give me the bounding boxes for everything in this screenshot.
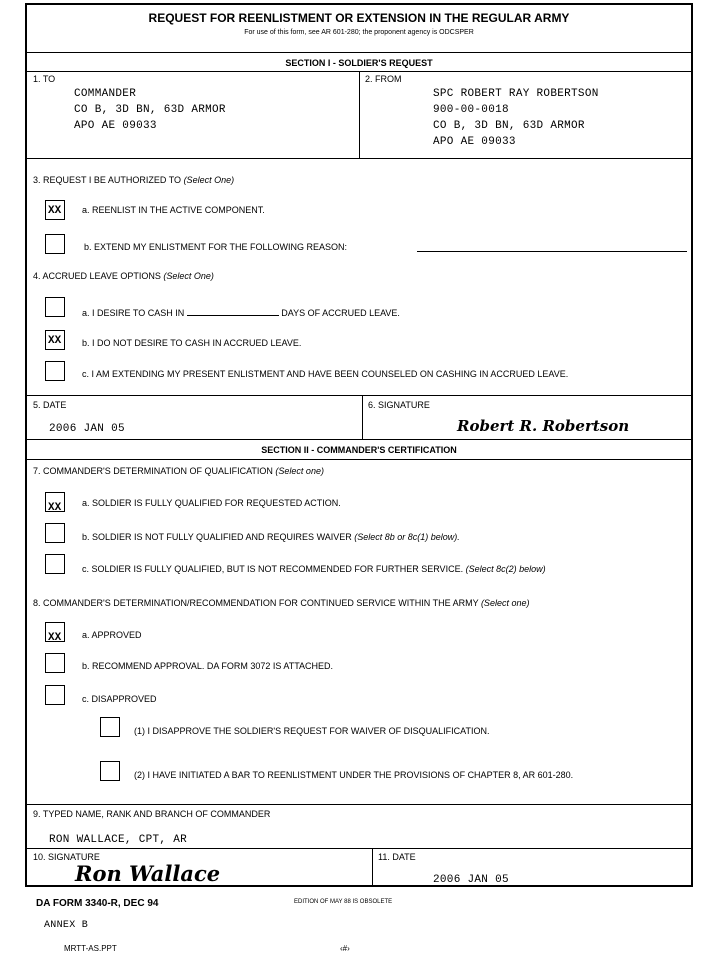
- checkbox-mark: XX: [48, 335, 62, 347]
- recommendation-option-c: c. DISAPPROVED: [82, 694, 157, 704]
- leave-label: [33, 271, 214, 281]
- approved-checkbox[interactable]: [45, 622, 65, 642]
- qualification-option-b-hint: (Select 8b or 8c(1) below).: [354, 532, 460, 542]
- leave-option-a: [82, 306, 400, 318]
- request-option-b: b. EXTEND MY ENLISTMENT FOR THE FOLLOWING REASON:: [84, 242, 348, 252]
- leave-no-cash-checkbox[interactable]: [45, 330, 65, 350]
- form-id: DA FORM 3340-R, DEC 94: [36, 898, 159, 909]
- divider: [27, 158, 691, 159]
- soldier-signature[interactable]: Robert R. Robertson: [457, 417, 630, 435]
- request-option-a: a. REENLIST IN THE ACTIVE COMPONENT.: [82, 205, 265, 215]
- recommendation-option-c1: (1) I DISAPPROVE THE SOLDIER'S REQUEST FOR WAIVER OF DISQUALIFICATION.: [134, 726, 490, 736]
- file-name: MRTT-AS.PPT: [64, 944, 117, 953]
- form-title: REQUEST FOR REENLISTMENT OR EXTENSION IN THE REGULAR ARMY: [148, 11, 570, 25]
- signature-label: 6. SIGNATURE: [368, 400, 430, 410]
- divider: [27, 804, 691, 805]
- leave-option-a-post: DAYS OF ACCRUED LEAVE.: [281, 308, 400, 318]
- qualification-label-hint: (Select one): [275, 466, 324, 476]
- recommendation-label: [33, 598, 529, 608]
- divider: [362, 395, 363, 439]
- from-line: APO AE 09033: [433, 136, 516, 148]
- commander-name-label: 9. TYPED NAME, RANK AND BRANCH OF COMMANDER: [33, 809, 271, 819]
- disapprove-waiver-checkbox[interactable]: [100, 717, 120, 737]
- recommendation-option-a: a. APPROVED: [82, 630, 142, 640]
- page-number: ‹#›: [340, 944, 350, 953]
- leave-label-hint: (Select One): [163, 271, 214, 281]
- recommendation-label-hint: (Select one): [480, 598, 530, 608]
- commander-name-value[interactable]: RON WALLACE, CPT, AR: [49, 834, 188, 846]
- extend-reason-field[interactable]: [417, 251, 687, 252]
- leave-option-b: b. I DO NOT DESIRE TO CASH IN ACCRUED LEAVE.: [82, 338, 302, 348]
- checkbox-mark: XX: [48, 502, 62, 514]
- qualification-option-c: [82, 564, 546, 574]
- disapproved-checkbox[interactable]: [45, 685, 65, 705]
- qualified-checkbox[interactable]: [45, 492, 65, 512]
- request-extend-checkbox[interactable]: [45, 234, 65, 254]
- date-label: 5. DATE: [33, 400, 67, 410]
- qualification-option-b: [82, 532, 460, 542]
- commander-signature[interactable]: Ron Wallace: [75, 861, 221, 886]
- from-line: CO B, 3D BN, 63D ARMOR: [433, 120, 585, 132]
- reenlistment-form: [25, 3, 693, 887]
- section-2-heading: SECTION II - COMMANDER'S CERTIFICATION: [261, 445, 457, 455]
- to-line: COMMANDER: [74, 88, 137, 100]
- divider: [27, 439, 691, 440]
- recommendation-option-c2: (2) I HAVE INITIATED A BAR TO REENLISTMENT UNDER THE PROVISIONS OF CHAPTER 8, AR 601-280.: [134, 770, 574, 780]
- qualification-option-b-text: b. SOLDIER IS NOT FULLY QUALIFIED AND REQUIRES WAIVER: [82, 532, 352, 542]
- leave-label-text: 4. ACCRUED LEAVE OPTIONS: [33, 271, 161, 281]
- from-address: [433, 86, 599, 150]
- leave-cash-in-checkbox[interactable]: [45, 297, 65, 317]
- commander-date-value[interactable]: 2006 JAN 05: [433, 874, 509, 886]
- requires-waiver-checkbox[interactable]: [45, 523, 65, 543]
- qualification-option-c-text: c. SOLDIER IS FULLY QUALIFIED, BUT IS NOT RECOMMENDED FOR FURTHER SERVICE.: [82, 564, 464, 574]
- divider: [27, 459, 691, 460]
- bar-to-reenlistment-checkbox[interactable]: [100, 761, 120, 781]
- leave-days-field[interactable]: [187, 306, 279, 316]
- annex-label: ANNEX B: [44, 920, 89, 931]
- section-1-heading: SECTION I - SOLDIER'S REQUEST: [285, 58, 433, 68]
- form-subtitle: For use of this form, see AR 601-280; the proponent agency is ODCSPER: [244, 29, 474, 36]
- checkbox-mark: XX: [48, 632, 62, 644]
- qualification-label: [33, 466, 324, 476]
- divider: [27, 395, 691, 396]
- qualification-label-text: 7. COMMANDER'S DETERMINATION OF QUALIFICATION: [33, 466, 273, 476]
- qualification-option-a: a. SOLDIER IS FULLY QUALIFIED FOR REQUESTED ACTION.: [82, 498, 341, 508]
- commander-date-label: 11. DATE: [378, 852, 416, 862]
- qualification-option-c-hint: (Select 8c(2) below): [465, 564, 546, 574]
- to-label: 1. TO: [33, 74, 56, 84]
- leave-extending-checkbox[interactable]: [45, 361, 65, 381]
- recommendation-option-b: b. RECOMMEND APPROVAL. DA FORM 3072 IS ATTACHED.: [82, 661, 334, 671]
- to-line: CO B, 3D BN, 63D ARMOR: [74, 104, 226, 116]
- request-reenlist-checkbox[interactable]: [45, 200, 65, 220]
- divider: [372, 848, 373, 885]
- leave-option-a-pre: a. I DESIRE TO CASH IN: [82, 308, 185, 318]
- from-line: 900-00-0018: [433, 104, 509, 116]
- not-recommended-checkbox[interactable]: [45, 554, 65, 574]
- divider: [27, 848, 691, 849]
- from-line: SPC ROBERT RAY ROBERTSON: [433, 88, 599, 100]
- to-address: [74, 86, 226, 134]
- to-line: APO AE 09033: [74, 120, 157, 132]
- recommend-approval-checkbox[interactable]: [45, 653, 65, 673]
- request-label-hint: (Select One): [183, 175, 235, 185]
- checkbox-mark: XX: [48, 205, 62, 217]
- commander-signature-label: 10. SIGNATURE: [33, 852, 100, 862]
- request-label: [33, 175, 234, 185]
- leave-option-c: c. I AM EXTENDING MY PRESENT ENLISTMENT AND HAVE BEEN COUNSELED ON CASHING IN ACCRUED LEAVE.: [82, 369, 569, 379]
- recommendation-label-text: 8. COMMANDER'S DETERMINATION/RECOMMENDATION FOR CONTINUED SERVICE WITHIN THE ARMY: [33, 598, 479, 608]
- divider: [359, 71, 360, 158]
- date-value[interactable]: 2006 JAN 05: [49, 423, 125, 435]
- divider: [27, 52, 691, 53]
- request-label-text: 3. REQUEST I BE AUTHORIZED TO: [33, 175, 182, 185]
- edition-note: EDITION OF MAY 88 IS OBSOLETE: [294, 899, 393, 905]
- from-label: 2. FROM: [365, 74, 402, 84]
